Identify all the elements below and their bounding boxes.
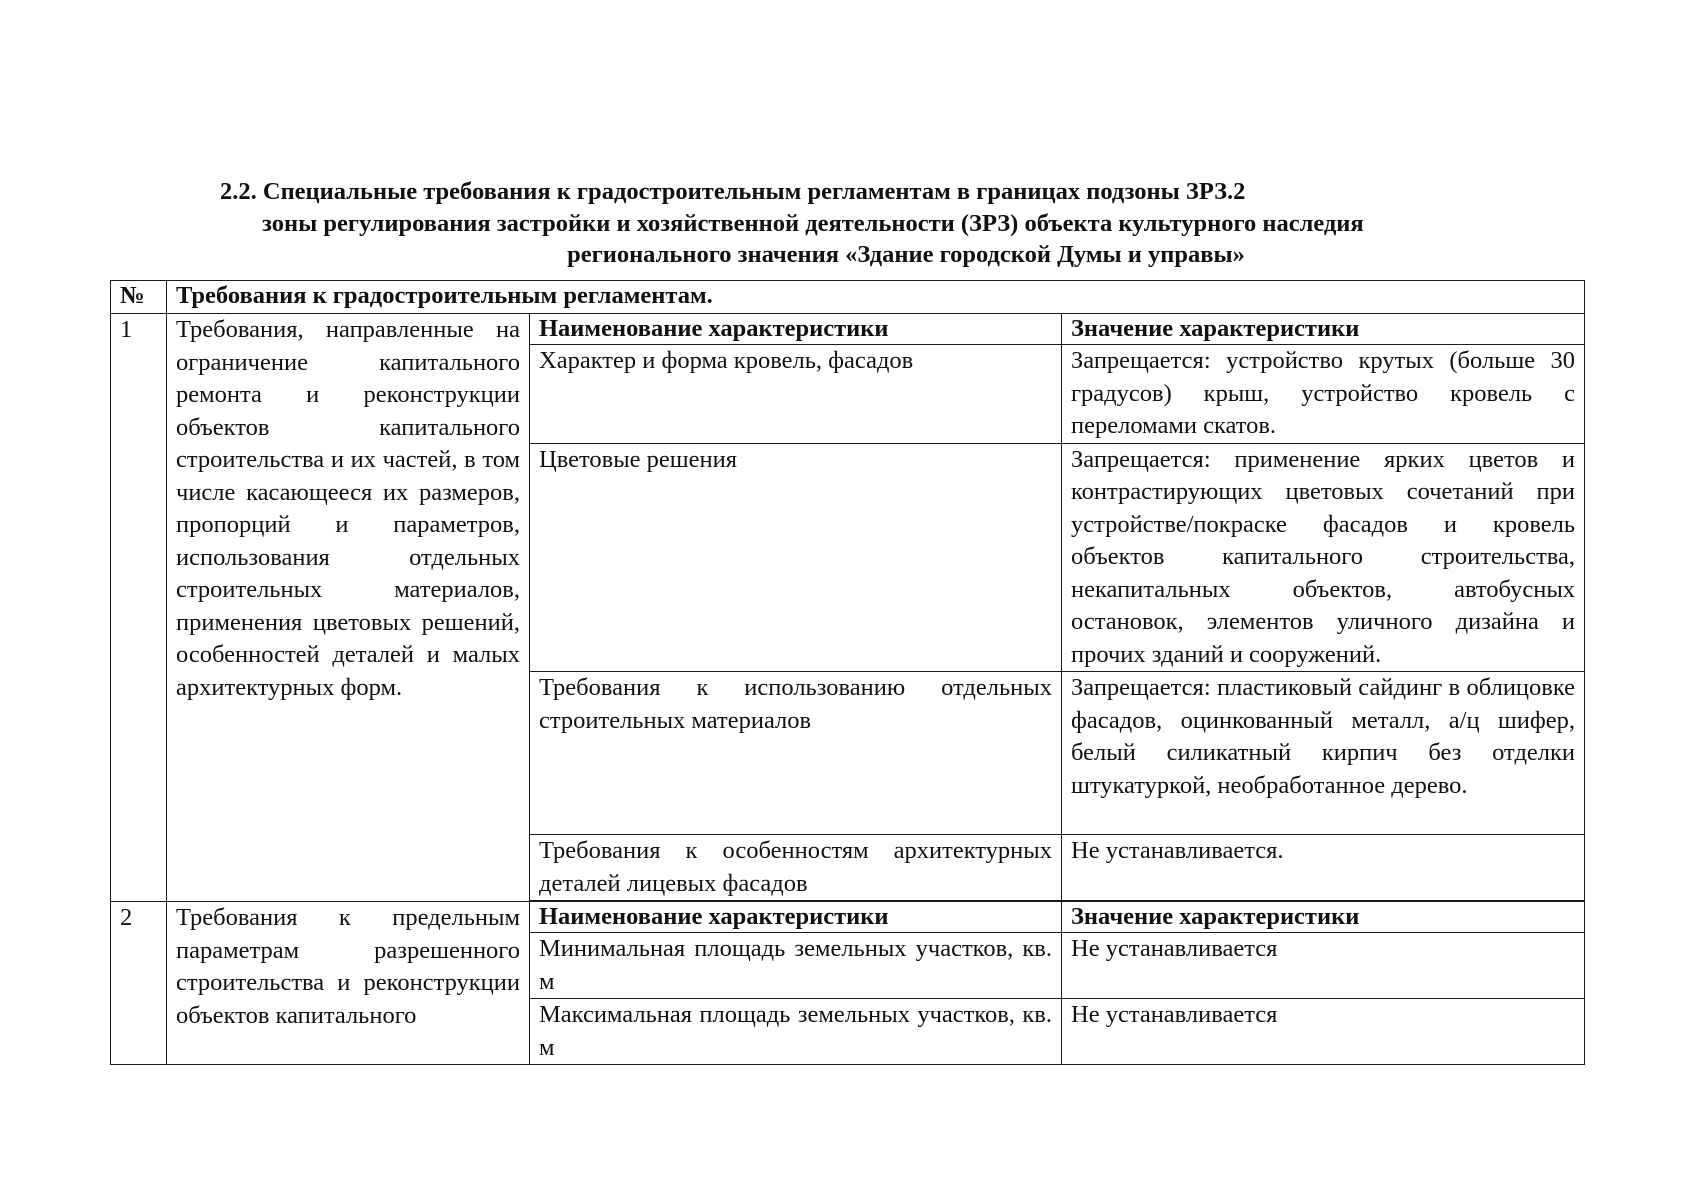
requirement-text: Требования, направленные на ограничение капитального ремонта и реконструкции объектов капитального строительства и их частей, в том числе касающееся их размеров, пропорций и параметров, использования отдельных строительных материалов, применения цветовых решений, особенностей деталей и малых архитектурных форм. [167,314,530,902]
table-row [111,314,1585,345]
sub-header-value: Значение характеристики [1062,902,1585,933]
sub-header-name: Наименование характеристики [530,902,1062,933]
heading-line-3-text: регионального значения «Здание городской Думы и управы» [567,241,1245,268]
characteristic-value: Запрещается: применение ярких цветов и контрастирующих цветовых сочетаний при устройстве/покраске фасадов и кровель объектов капитального строительства, некапитальных объектов, автобусных остановок, элементов уличного дизайна и прочих зданий и сооружений. [1062,443,1585,672]
characteristic-name: Минимальная площадь земельных участков, кв. м [530,933,1062,999]
table-header-row [111,281,1585,314]
sub-header-name: Наименование характеристики [530,314,1062,345]
characteristic-value: Не устанавливается. [1062,835,1585,901]
heading-line-2: зоны регулирования застройки и хозяйственной деятельности (ЗРЗ) объекта культурного наследия [262,210,1364,237]
col-number-header: № [111,281,167,314]
regulations-table [110,280,1585,1065]
heading-line-3 [0,239,1690,270]
characteristic-value: Не устанавливается [1062,999,1585,1065]
characteristic-value: Запрещается: пластиковый сайдинг в облицовке фасадов, оцинкованный металл, а/ц шифер, белый силикатный кирпич без отделки штукатуркой, необработанное дерево. [1062,672,1585,835]
sub-header-value: Значение характеристики [1062,314,1585,345]
requirement-text: Требования к предельным параметрам разрешенного строительства и реконструкции объектов капитального [167,902,530,1065]
table-row [111,902,1585,933]
characteristic-name: Требования к особенностям архитектурных деталей лицевых фасадов [530,835,1062,901]
characteristic-value: Запрещается: устройство крутых (больше 30 градусов) крыш, устройство кровель с переломами скатов. [1062,345,1585,444]
heading-line-1: 2.2. Специальные требования к градостроительным регламентам в границах подзоны ЗРЗ.2 [220,178,1246,205]
col-requirements-header: Требования к градостроительным регламентам. [167,281,1585,314]
row-number: 2 [111,902,167,1065]
characteristic-name: Требования к использованию отдельных строительных материалов [530,672,1062,835]
characteristic-name: Цветовые решения [530,443,1062,672]
row-number: 1 [111,314,167,902]
characteristic-value: Не устанавливается [1062,933,1585,999]
characteristic-name: Максимальная площадь земельных участков, кв. м [530,999,1062,1065]
characteristic-name: Характер и форма кровель, фасадов [530,345,1062,444]
